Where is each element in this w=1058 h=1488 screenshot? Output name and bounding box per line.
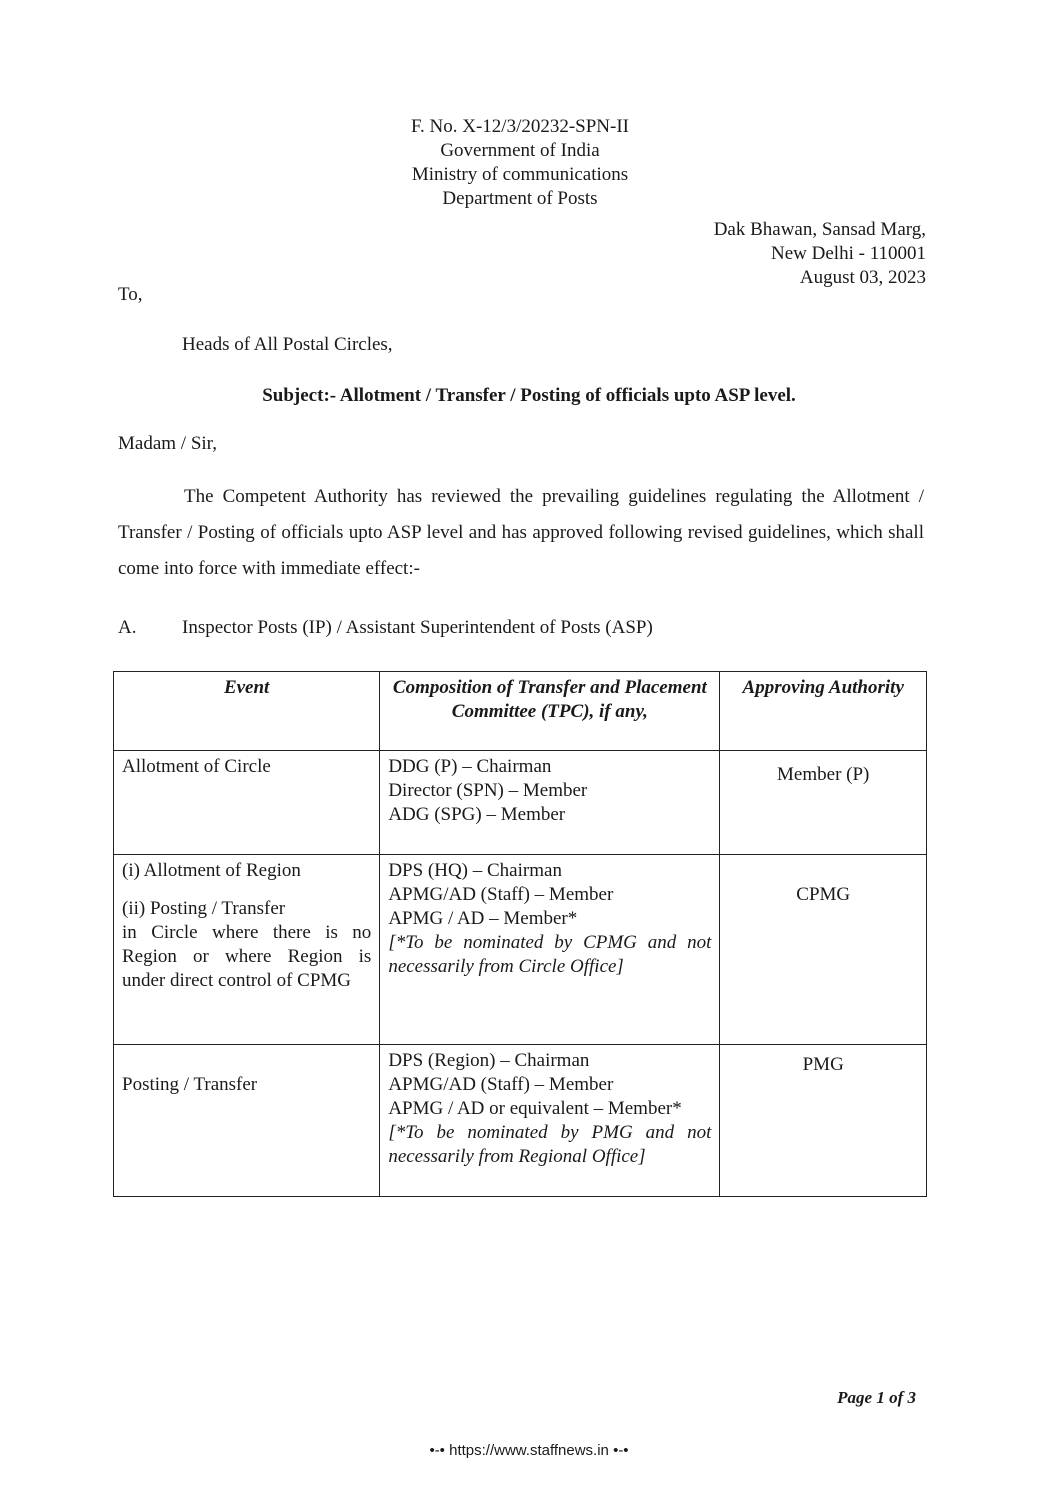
event-cell [114, 1045, 380, 1197]
tpc-line: DPS (HQ) – Chairman [388, 860, 562, 881]
event-text: Posting / Transfer [122, 1074, 258, 1095]
event-cell [114, 855, 380, 1045]
tpc-note: [*To be nominated by CPMG and not necessarily from Circle Office] [388, 932, 712, 977]
event-text: (ii) Posting / Transfer [122, 898, 286, 919]
authority-cell [720, 1045, 927, 1197]
tpc-line: APMG / AD or equivalent – Member* [388, 1098, 682, 1119]
authority-text: Member (P) [777, 764, 870, 785]
addressee: Heads of All Postal Circles, [182, 334, 393, 355]
tpc-cell [380, 751, 720, 855]
body-paragraph: The Competent Authority has reviewed the prevailing guidelines regulating the Allotment / Transfer / Posting of officials upto ASP level and has approved following revised guidelines, which shall come into force with immediate effect:- [118, 486, 924, 579]
tpc-table [113, 671, 927, 1197]
tpc-line: Director (SPN) – Member [388, 780, 588, 801]
section-a-label: A. [118, 617, 137, 638]
file-number: F. No. X-12/3/20232-SPN-II [410, 116, 630, 137]
letter-header [330, 115, 710, 211]
tpc-line: DPS (Region) – Chairman [388, 1050, 590, 1071]
tpc-note: [*To be nominated by PMG and not necessarily from Regional Office] [388, 1122, 712, 1167]
tpc-line: DDG (P) – Chairman [388, 756, 552, 777]
event-cell [114, 751, 380, 855]
header-composition: Composition of Transfer and Placement Committee (TPC), if any, [380, 672, 720, 751]
to-label: To, [118, 284, 143, 305]
sender-address [714, 218, 926, 290]
tpc-line: APMG / AD – Member* [388, 908, 578, 929]
ministry-name: Ministry of communications [411, 164, 629, 185]
page-number: Page 1 of 3 [837, 1388, 916, 1407]
tpc-cell [380, 855, 720, 1045]
address-line-1: Dak Bhawan, Sansad Marg, [713, 219, 926, 240]
footer-url: •-• https://www.staffnews.in •-• [429, 1442, 629, 1459]
event-text: in Circle where there is no Region or where Region is under direct control of CPMG [122, 922, 372, 991]
table-header-row [114, 672, 927, 751]
department-name: Department of Posts [442, 188, 598, 209]
letter-date: August 03, 2023 [799, 267, 926, 288]
authority-text: PMG [802, 1054, 844, 1075]
salutation: Madam / Sir, [118, 433, 217, 454]
tpc-line: ADG (SPG) – Member [388, 804, 566, 825]
table-row [114, 751, 927, 855]
header-event: Event [114, 672, 380, 751]
tpc-line: APMG/AD (Staff) – Member [388, 884, 614, 905]
section-a-heading [118, 617, 653, 639]
event-text: Allotment of Circle [122, 756, 271, 777]
table-row [114, 855, 927, 1045]
header-authority: Approving Authority [720, 672, 927, 751]
section-a-title: Inspector Posts (IP) / Assistant Superintendent of Posts (ASP) [182, 617, 653, 638]
authority-text: CPMG [796, 884, 851, 905]
authority-cell [720, 751, 927, 855]
government-name: Government of India [440, 140, 600, 161]
event-text: (i) Allotment of Region [122, 860, 301, 881]
authority-cell [720, 855, 927, 1045]
tpc-cell [380, 1045, 720, 1197]
address-line-2: New Delhi - 110001 [771, 243, 926, 264]
tpc-line: APMG/AD (Staff) – Member [388, 1074, 614, 1095]
table-row [114, 1045, 927, 1197]
subject-line: Subject:- Allotment / Transfer / Posting of officials upto ASP level. [262, 385, 796, 406]
